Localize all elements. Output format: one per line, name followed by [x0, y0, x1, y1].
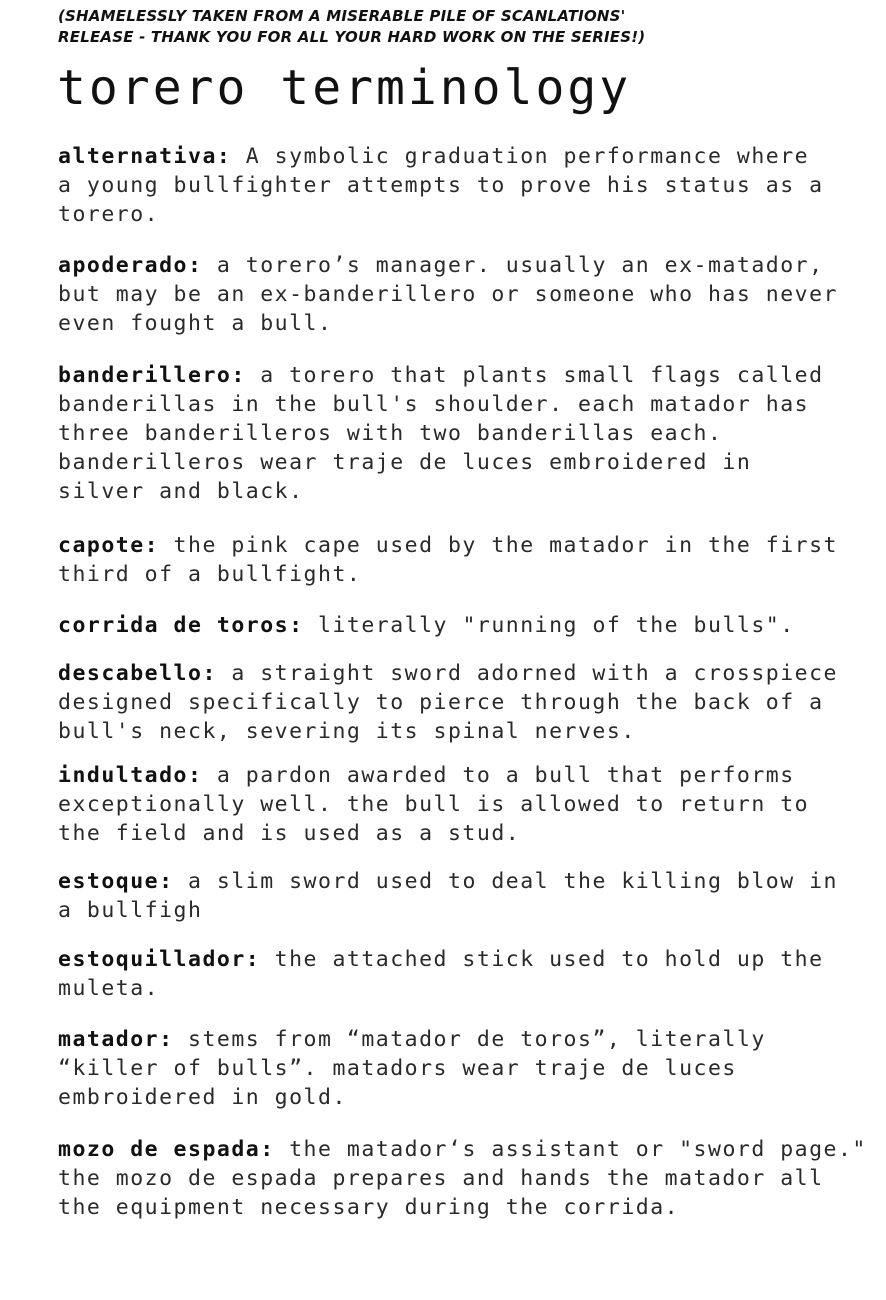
entry-text: the matador‘s assistant or "sword page.": [274, 1137, 867, 1162]
entry-line: the field and is used as a stud.: [58, 821, 521, 846]
glossary-entry-estoque: [58, 867, 878, 925]
entry-term: alternativa:: [58, 144, 232, 169]
entry-line: [58, 142, 878, 171]
entry-text: a pardon awarded to a bull that performs: [202, 763, 795, 788]
entry-line: [58, 659, 878, 688]
entry-line: [58, 1025, 878, 1054]
entry-text: stems from “matador de toros”, literally: [173, 1027, 766, 1052]
glossary-entry-estoquillador: [58, 945, 878, 1003]
entry-line: [58, 361, 878, 390]
entry-text: a straight sword adorned with a crosspiece: [216, 661, 838, 686]
credit-note: [58, 6, 858, 48]
credit-line: (SHAMELESSLY TAKEN FROM A MISERABLE PILE OF SCANLATIONS': [58, 7, 626, 25]
entry-text: the pink cape used by the matador in the first: [159, 533, 838, 558]
entry-text: a slim sword used to deal the killing blow in: [173, 869, 838, 894]
entry-line: “killer of bulls”. matadors wear traje de luces: [58, 1056, 737, 1081]
entry-text: literally "running of the bulls".: [303, 613, 795, 638]
entry-line: designed specifically to pierce through the back of a: [58, 690, 824, 715]
entry-line: [58, 1135, 878, 1164]
entry-line: third of a bullfight.: [58, 562, 362, 587]
glossary-entry-descabello: [58, 659, 878, 746]
credit-line: RELEASE - THANK YOU FOR ALL YOUR HARD WORK ON THE SERIES!): [58, 28, 646, 46]
entry-term: estoque:: [58, 869, 174, 894]
entry-term: mozo de espada:: [58, 1137, 275, 1162]
entry-line: [58, 945, 878, 974]
glossary-entry-corrida-de-toros: [58, 611, 878, 640]
entry-term: banderillero:: [58, 363, 246, 388]
entry-line: even fought a bull.: [58, 311, 333, 336]
entry-line: a bullfigh: [58, 898, 203, 923]
entry-term: indultado:: [58, 763, 203, 788]
entry-line: torero.: [58, 202, 160, 227]
entry-line: a young bullfighter attempts to prove his status as a: [58, 173, 824, 198]
entry-line: [58, 761, 878, 790]
entry-text: the attached stick used to hold up the: [260, 947, 824, 972]
entry-term: capote:: [58, 533, 160, 558]
glossary-entry-banderillero: [58, 361, 878, 506]
entry-text: a torero that plants small flags called: [245, 363, 824, 388]
entry-term: descabello:: [58, 661, 217, 686]
entry-line: muleta.: [58, 976, 160, 1001]
glossary-entry-alternativa: [58, 142, 878, 229]
entry-term: estoquillador:: [58, 947, 261, 972]
entry-line: [58, 251, 878, 280]
entry-line: [58, 531, 878, 560]
entry-term: corrida de toros:: [58, 613, 304, 638]
entry-line: the equipment necessary during the corrida.: [58, 1195, 680, 1220]
glossary-entry-matador: [58, 1025, 878, 1112]
page-title: torero terminology: [57, 60, 632, 116]
entry-line: banderilleros wear traje de luces embroidered in: [58, 450, 752, 475]
entry-line: bull's neck, severing its spinal nerves.: [58, 719, 636, 744]
entry-text: A symbolic graduation performance where: [231, 144, 810, 169]
entry-term: apoderado:: [58, 253, 203, 278]
entry-line: three banderilleros with two banderillas each.: [58, 421, 723, 446]
entry-line: silver and black.: [58, 479, 304, 504]
entry-line: but may be an ex-banderillero or someone who has never: [58, 282, 838, 307]
entry-line: banderillas in the bull's shoulder. each matador has: [58, 392, 810, 417]
entry-line: [58, 611, 878, 640]
glossary-entry-capote: [58, 531, 878, 589]
entry-text: a torero’s manager. usually an ex-matador,: [202, 253, 824, 278]
entry-term: matador:: [58, 1027, 174, 1052]
glossary-entry-indultado: [58, 761, 878, 848]
entry-line: [58, 867, 878, 896]
glossary-entry-mozo-de-espada: [58, 1135, 878, 1222]
entry-line: embroidered in gold.: [58, 1085, 347, 1110]
glossary-entry-apoderado: [58, 251, 878, 338]
entry-line: exceptionally well. the bull is allowed to return to: [58, 792, 810, 817]
entry-line: the mozo de espada prepares and hands the matador all: [58, 1166, 824, 1191]
